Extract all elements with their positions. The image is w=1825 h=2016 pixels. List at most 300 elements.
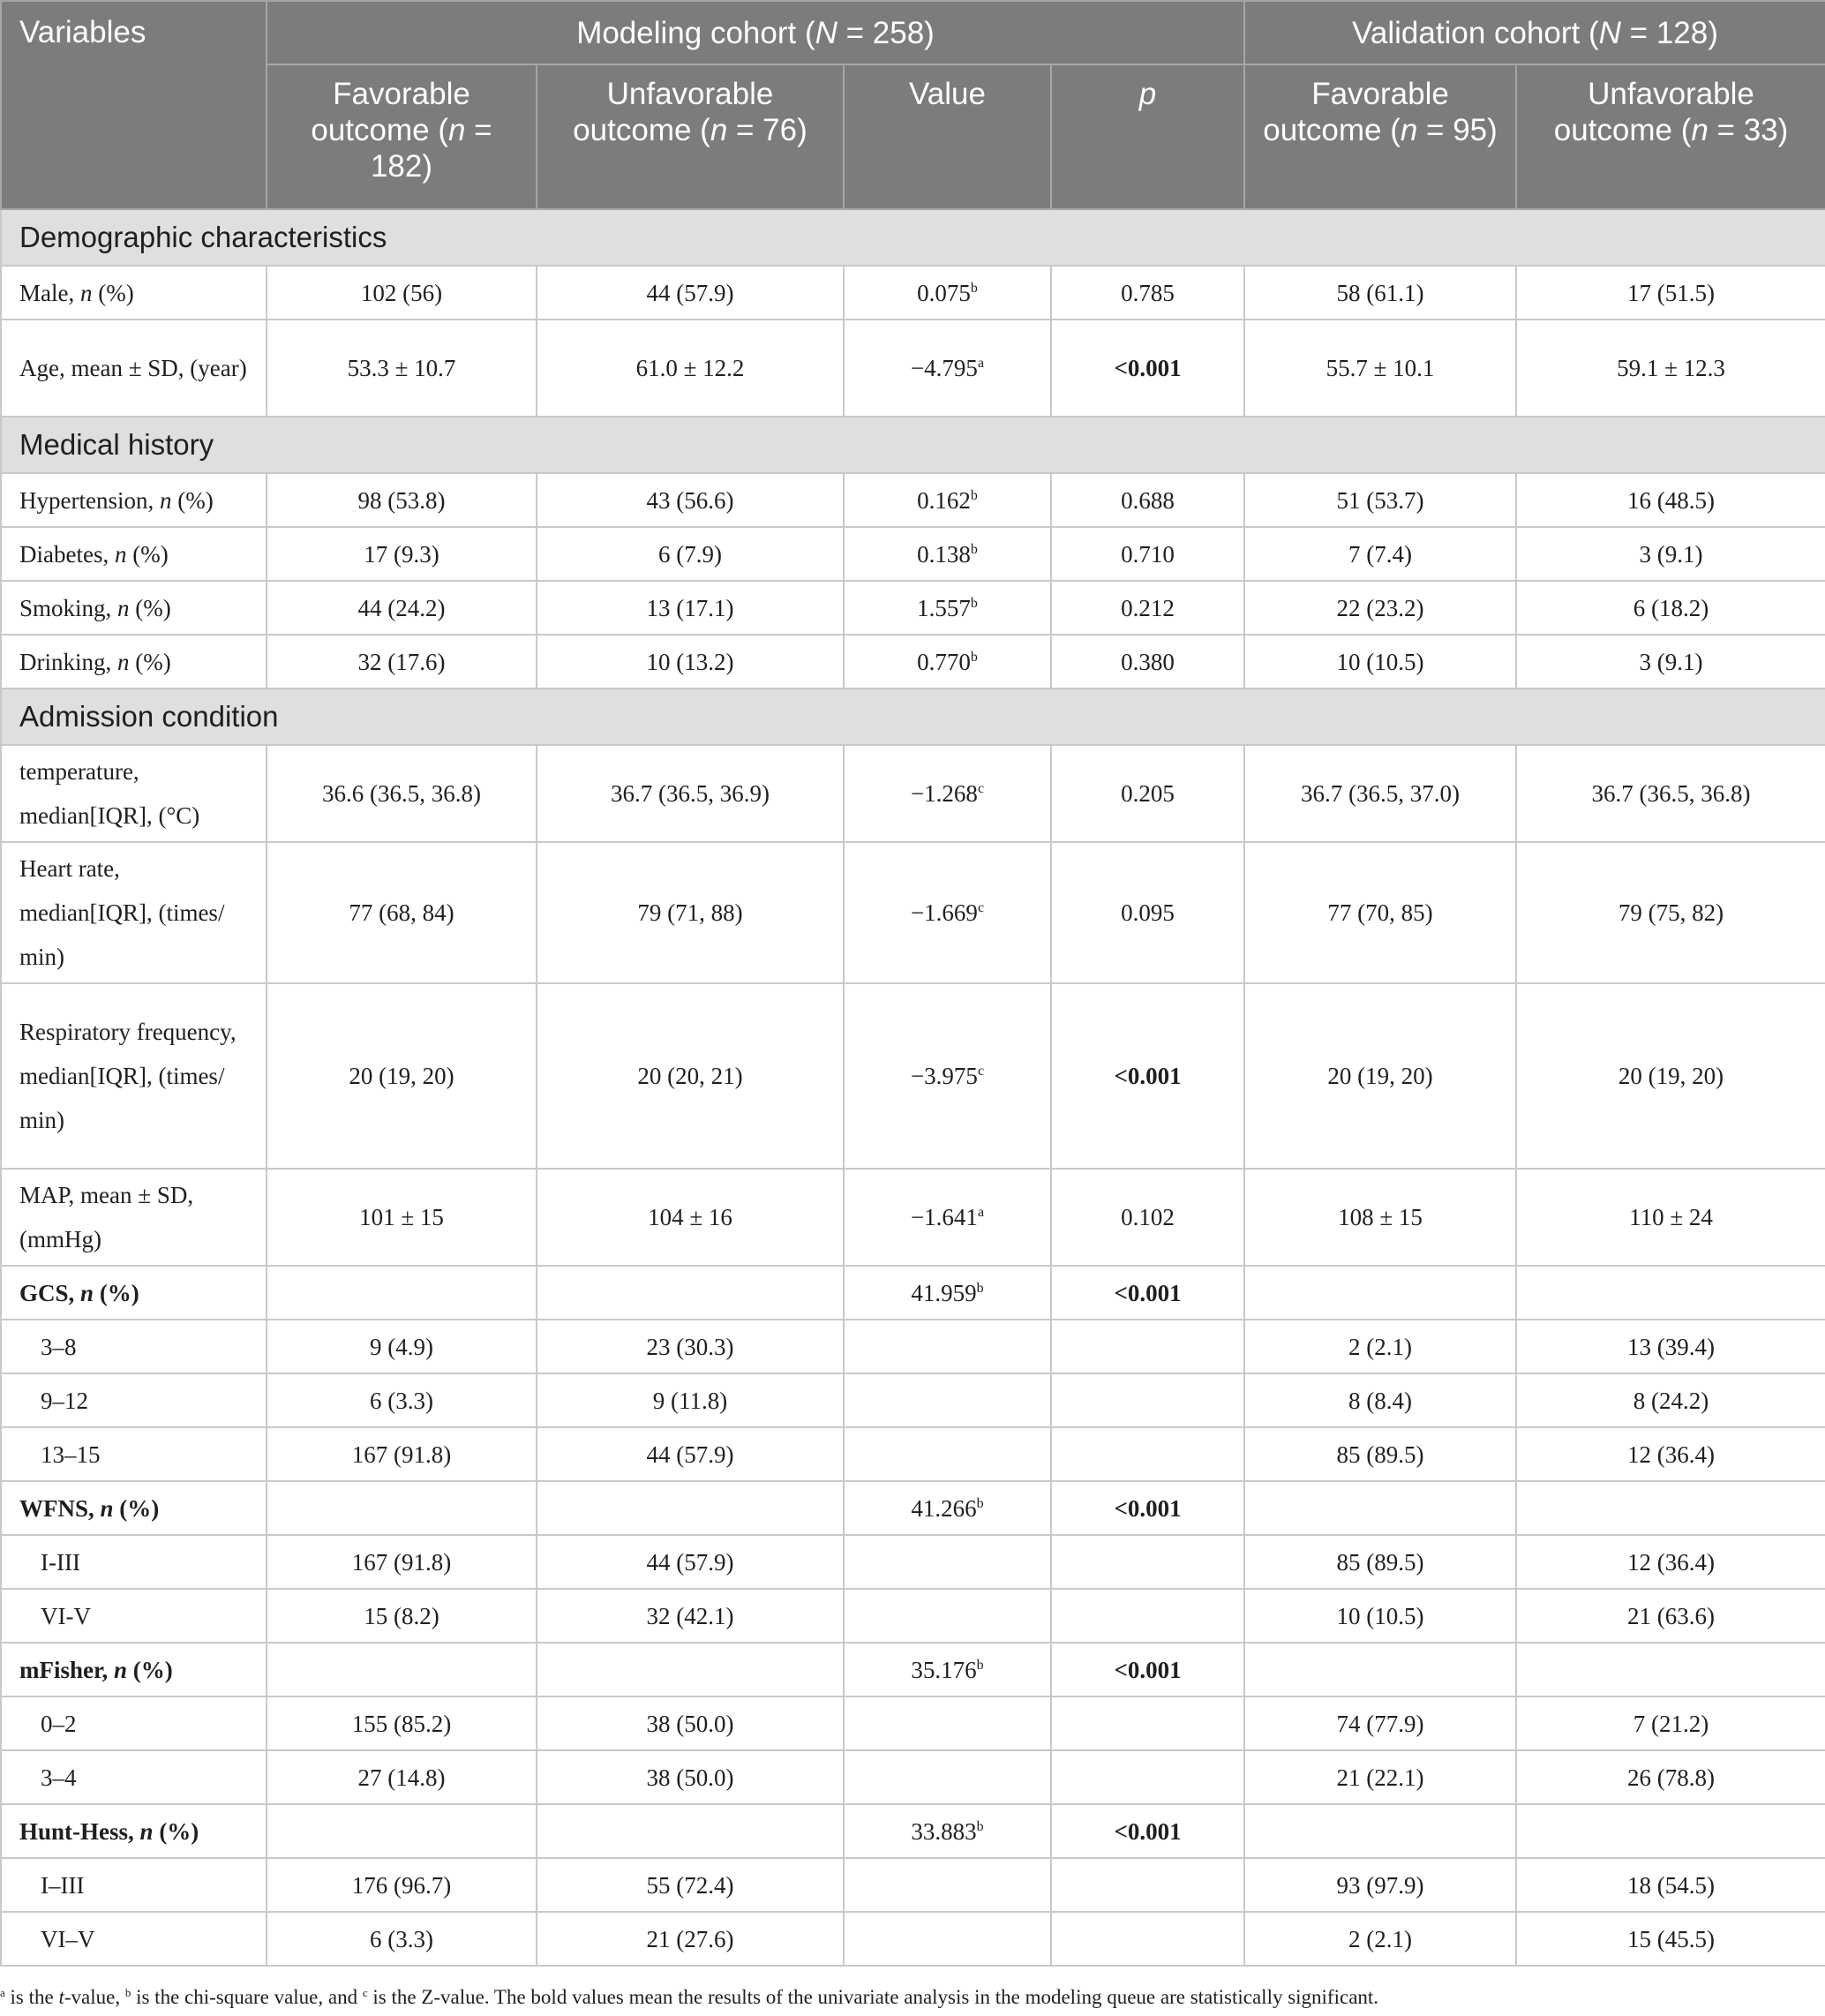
cell-statistic-value [844,745,1051,842]
cell-validation-favorable-text: 58 (61.1) [1336,279,1424,306]
table-row [1,745,1825,842]
section-label: Medical history [1,417,1825,473]
footnote-sup-a: a [0,1986,5,1999]
row-label [1,1427,267,1481]
cell-validation-unfavorable-text: 17 (51.5) [1627,279,1716,306]
cell-statistic-value [844,1750,1051,1804]
cell-statistic-value-text: −1.669 [910,899,978,926]
cell-statistic-value-text: 0.770 [917,648,971,675]
cell-modeling-unfavorable-text: 44 (57.9) [646,1548,734,1576]
cell-p-value-text: 0.785 [1121,279,1175,306]
cell-validation-favorable-text: 22 (23.2) [1336,594,1424,621]
cell-modeling-favorable [267,983,537,1169]
cell-validation-favorable [1244,1858,1516,1912]
cell-statistic-value-text: 35.176 [911,1656,977,1683]
row-label [1,581,267,635]
row-label-text: I–III [41,1871,85,1899]
table-row [1,527,1825,581]
cell-statistic-value [844,983,1051,1169]
table-row [1,1266,1825,1320]
cell-modeling-unfavorable [537,1912,844,1966]
row-label [1,1750,267,1804]
cell-modeling-favorable [267,1804,537,1858]
cell-statistic-value-text: −4.795 [910,355,978,381]
table-row [1,842,1825,983]
statistic-type-marker: b [970,649,978,665]
row-label [1,1320,267,1373]
table-row [1,1912,1825,1966]
table-row [1,1589,1825,1643]
cell-validation-unfavorable-text: 6 (18.2) [1633,594,1709,621]
cell-validation-unfavorable [1516,1266,1825,1320]
row-label-text: Heart rate, median[IQR], (times/ min) [19,855,225,970]
cell-p-value [1051,1750,1244,1804]
cell-p-value [1051,1169,1244,1266]
cell-validation-unfavorable [1516,1427,1825,1481]
cell-validation-favorable [1244,635,1516,688]
cell-modeling-favorable [267,473,537,527]
cell-validation-unfavorable [1516,1373,1825,1427]
row-label-text: MAP, mean ± SD, (mmHg) [19,1182,194,1252]
header-validation-favorable: Favorable outcome (n = 95) [1244,64,1516,209]
cell-statistic-value-text: −1.268 [910,780,978,807]
table-row [1,1320,1825,1373]
cell-modeling-unfavorable [537,581,844,635]
cell-statistic-value [844,1481,1051,1535]
cell-validation-favorable [1244,983,1516,1169]
row-label [1,266,267,320]
table-row [1,320,1825,417]
cell-modeling-unfavorable [537,1804,844,1858]
cell-validation-favorable-text: 20 (19, 20) [1327,1063,1433,1089]
cell-modeling-unfavorable [537,1373,844,1427]
cell-p-value-text: <0.001 [1114,1817,1182,1845]
statistic-type-marker: b [970,487,978,503]
row-label [1,983,267,1169]
header-modeling-favorable: Favorable outcome (n = 182) [267,64,537,209]
cell-validation-favorable [1244,1589,1516,1643]
cell-validation-favorable [1244,1696,1516,1750]
cell-validation-unfavorable-text: 36.7 (36.5, 36.8) [1591,780,1751,807]
row-label [1,1481,267,1535]
cell-validation-unfavorable-text: 26 (78.8) [1627,1764,1716,1791]
cell-statistic-value [844,1643,1051,1696]
cell-statistic-value [844,1320,1051,1373]
header-validation-cohort: Validation cohort (N = 128) [1244,1,1825,64]
cell-validation-favorable-text: 2 (2.1) [1348,1925,1413,1952]
header-validation-unfavorable: Unfavorable outcome (n = 33) [1516,64,1825,209]
row-label [1,1696,267,1750]
cell-modeling-favorable-text: 27 (14.8) [357,1764,446,1791]
cell-p-value [1051,1804,1244,1858]
cell-p-value [1051,1643,1244,1696]
cell-modeling-unfavorable-text: 44 (57.9) [646,279,734,306]
cell-statistic-value [844,1696,1051,1750]
table-row [1,1750,1825,1804]
row-label-text: 3–8 [41,1333,77,1360]
cell-p-value [1051,1589,1244,1643]
section-row [1,417,1825,473]
cell-validation-unfavorable [1516,1696,1825,1750]
cell-modeling-favorable-text: 167 (91.8) [351,1548,452,1576]
cell-validation-unfavorable [1516,842,1825,983]
cell-p-value [1051,1858,1244,1912]
cell-validation-favorable [1244,1373,1516,1427]
cell-modeling-unfavorable [537,1858,844,1912]
cell-validation-unfavorable [1516,581,1825,635]
cell-validation-unfavorable-text: 8 (24.2) [1633,1387,1709,1414]
table-row [1,473,1825,527]
cell-modeling-favorable [267,745,537,842]
cell-validation-unfavorable [1516,1481,1825,1535]
cell-validation-unfavorable-text: 59.1 ± 12.3 [1617,355,1725,381]
row-label-text: 13–15 [41,1441,101,1468]
row-label [1,1373,267,1427]
cell-modeling-favorable-text: 77 (68, 84) [349,899,454,926]
row-label [1,1266,267,1320]
cell-modeling-favorable-text: 102 (56) [360,279,443,306]
cell-validation-unfavorable [1516,983,1825,1169]
cell-modeling-unfavorable-text: 61.0 ± 12.2 [635,355,745,381]
header-modeling-cohort: Modeling cohort (N = 258) [267,1,1244,64]
statistic-type-marker: b [976,1657,984,1673]
cell-validation-unfavorable [1516,266,1825,320]
cell-modeling-unfavorable [537,1266,844,1320]
header-modeling-unfavorable: Unfavorable outcome (n = 76) [537,64,844,209]
cell-validation-favorable-text: 21 (22.1) [1336,1764,1424,1791]
cell-modeling-unfavorable-text: 43 (56.6) [646,486,734,514]
row-label-text: 3–4 [41,1764,77,1791]
table-header [1,1,1825,209]
statistic-type-marker: b [976,1495,984,1511]
table-row [1,635,1825,688]
cell-validation-unfavorable [1516,1643,1825,1696]
row-label-text: VI–V [41,1925,95,1952]
cell-statistic-value-text: 33.883 [911,1817,977,1845]
cell-modeling-unfavorable-text: 23 (30.3) [646,1333,734,1360]
cell-modeling-favorable-text: 155 (85.2) [351,1710,452,1737]
row-label [1,635,267,688]
cell-modeling-unfavorable-text: 21 (27.6) [646,1925,734,1952]
table-row [1,1427,1825,1481]
cell-modeling-unfavorable [537,320,844,417]
header-row-groups [1,64,1825,209]
cell-p-value [1051,1266,1244,1320]
cell-statistic-value-text: 41.959 [911,1279,977,1306]
row-label [1,320,267,417]
cell-validation-favorable [1244,1481,1516,1535]
cell-modeling-unfavorable [537,1589,844,1643]
cell-modeling-unfavorable [537,1169,844,1266]
cell-validation-favorable [1244,1750,1516,1804]
cell-modeling-favorable [267,1373,537,1427]
cell-modeling-favorable-text: 44 (24.2) [357,594,446,621]
cell-p-value-text: 0.688 [1121,486,1175,514]
cell-p-value-text: 0.710 [1121,540,1175,568]
cell-validation-favorable [1244,1804,1516,1858]
cell-validation-favorable-text: 51 (53.7) [1336,486,1424,514]
table-row [1,1858,1825,1912]
header-value: Value [844,64,1051,209]
row-label [1,1804,267,1858]
cell-modeling-favorable-text: 167 (91.8) [351,1441,452,1468]
cell-modeling-favorable [267,581,537,635]
cell-validation-unfavorable-text: 7 (21.2) [1633,1710,1709,1737]
cell-modeling-favorable-text: 32 (17.6) [357,648,446,675]
row-label [1,745,267,842]
cell-modeling-unfavorable-text: 13 (17.1) [646,594,734,621]
cell-validation-favorable [1244,473,1516,527]
table-footnote [0,1986,1825,2009]
cell-statistic-value-text: 0.075 [917,279,971,306]
cell-modeling-favorable-text: 98 (53.8) [357,486,446,514]
cell-modeling-unfavorable [537,1750,844,1804]
cell-p-value [1051,527,1244,581]
cell-validation-favorable [1244,1266,1516,1320]
cell-p-value [1051,1481,1244,1535]
cell-modeling-unfavorable [537,473,844,527]
cell-statistic-value [844,1589,1051,1643]
cell-validation-unfavorable [1516,1535,1825,1589]
cell-validation-favorable [1244,842,1516,983]
cell-modeling-favorable [267,635,537,688]
cell-statistic-value [844,527,1051,581]
row-label [1,1912,267,1966]
footnote-text-b: is the chi-square value, and [131,1986,363,2008]
row-label [1,527,267,581]
cell-modeling-favorable [267,842,537,983]
section-label: Demographic characteristics [1,209,1825,266]
row-label-text: Diabetes, n (%) [19,540,169,568]
cell-modeling-favorable-text: 9 (4.9) [370,1333,433,1360]
cell-validation-unfavorable-text: 110 ± 24 [1629,1204,1713,1230]
cell-modeling-unfavorable [537,1320,844,1373]
cell-modeling-favorable-text: 53.3 ± 10.7 [347,355,456,381]
cell-modeling-unfavorable-text: 38 (50.0) [646,1764,734,1791]
cell-validation-favorable [1244,581,1516,635]
cell-validation-unfavorable [1516,1804,1825,1858]
cell-validation-favorable-text: 7 (7.4) [1348,540,1413,568]
cell-statistic-value [844,1169,1051,1266]
table-row [1,1535,1825,1589]
cell-modeling-unfavorable [537,1535,844,1589]
row-label [1,842,267,983]
row-label [1,1643,267,1696]
row-label-text: temperature, median[IQR], (°C) [19,758,200,829]
cell-p-value-text: <0.001 [1114,1063,1182,1089]
cell-p-value [1051,473,1244,527]
cell-modeling-favorable [267,1320,537,1373]
cell-validation-unfavorable [1516,1169,1825,1266]
cell-validation-favorable [1244,1912,1516,1966]
cell-validation-favorable-text: 55.7 ± 10.1 [1326,355,1435,381]
cell-p-value [1051,1535,1244,1589]
table-row [1,1373,1825,1427]
cell-validation-unfavorable [1516,1589,1825,1643]
cell-validation-unfavorable [1516,473,1825,527]
cell-modeling-favorable [267,1643,537,1696]
cell-validation-unfavorable-text: 16 (48.5) [1627,486,1716,514]
table-row [1,1643,1825,1696]
cell-statistic-value [844,473,1051,527]
row-label-text: Drinking, n (%) [19,648,171,675]
cell-validation-unfavorable [1516,1750,1825,1804]
cell-statistic-value-text: −1.641 [910,1204,978,1230]
cell-modeling-favorable [267,1912,537,1966]
row-label [1,473,267,527]
cell-modeling-unfavorable-text: 79 (71, 88) [637,899,743,926]
cell-validation-favorable-text: 108 ± 15 [1338,1204,1423,1230]
cell-modeling-unfavorable-text: 44 (57.9) [646,1441,734,1468]
row-label-text: mFisher, n (%) [19,1656,173,1683]
cell-validation-favorable-text: 10 (10.5) [1336,648,1424,675]
cell-modeling-favorable [267,1750,537,1804]
row-label-text: GCS, n (%) [19,1279,139,1306]
cell-modeling-unfavorable [537,1643,844,1696]
cell-validation-unfavorable-text: 79 (75, 82) [1618,899,1724,926]
cell-validation-favorable [1244,266,1516,320]
cell-validation-favorable [1244,745,1516,842]
statistic-type-marker: c [977,781,985,796]
statistic-type-marker: b [970,280,978,296]
cell-modeling-unfavorable [537,266,844,320]
row-label-text: Respiratory frequency, median[IQR], (times/ min) [19,1019,237,1133]
cell-modeling-favorable [267,1589,537,1643]
cell-modeling-unfavorable-text: 32 (42.1) [646,1602,734,1629]
table-row [1,983,1825,1169]
cell-validation-favorable-text: 85 (89.5) [1336,1441,1424,1468]
cell-modeling-favorable-text: 36.6 (36.5, 36.8) [322,780,481,807]
cell-validation-unfavorable [1516,1320,1825,1373]
row-label-text: Age, mean ± SD, (year) [19,355,247,381]
footnote-text-a: is the t-value, [4,1986,125,2008]
cell-statistic-value-text: −3.975 [910,1063,978,1089]
statistic-type-marker: b [970,541,978,557]
cell-statistic-value-text: 1.557 [917,594,971,621]
cell-modeling-favorable-text: 6 (3.3) [370,1387,433,1414]
cell-p-value-text: 0.102 [1121,1204,1175,1230]
cell-modeling-unfavorable [537,1696,844,1750]
cell-p-value [1051,983,1244,1169]
cell-modeling-unfavorable-text: 6 (7.9) [658,540,722,568]
cell-modeling-favorable [267,1858,537,1912]
footnote-sup-b: b [124,1986,131,1999]
footnote-text-c: is the Z-value. The bold values mean the results of the univariate analysis in the modeling queue are statistically significant. [367,1986,1379,2008]
row-label-text: 9–12 [41,1387,88,1414]
cell-statistic-value [844,1266,1051,1320]
cell-modeling-favorable-text: 176 (96.7) [351,1871,452,1899]
cell-p-value-text: 0.212 [1121,594,1175,621]
cell-validation-favorable-text: 77 (70, 85) [1327,899,1433,926]
cell-modeling-favorable [267,1169,537,1266]
cell-modeling-unfavorable-text: 9 (11.8) [652,1387,728,1414]
cell-modeling-favorable [267,1535,537,1589]
cell-p-value [1051,745,1244,842]
cell-validation-favorable [1244,1320,1516,1373]
statistic-type-marker: a [977,356,985,371]
cell-modeling-favorable [267,1266,537,1320]
cell-modeling-unfavorable-text: 38 (50.0) [646,1710,734,1737]
cell-validation-unfavorable [1516,320,1825,417]
cell-p-value [1051,1373,1244,1427]
cell-p-value [1051,635,1244,688]
cell-modeling-favorable-text: 6 (3.3) [370,1925,433,1952]
cell-modeling-favorable-text: 17 (9.3) [364,540,439,568]
cell-statistic-value-text: 41.266 [911,1494,977,1522]
cell-validation-unfavorable-text: 21 (63.6) [1627,1602,1716,1629]
cell-validation-favorable-text: 93 (97.9) [1336,1871,1424,1899]
cell-modeling-unfavorable-text: 20 (20, 21) [637,1063,743,1089]
row-label-text: Male, n (%) [19,279,134,306]
cell-modeling-unfavorable [537,527,844,581]
table-row [1,1696,1825,1750]
header-row-cohorts [1,1,1825,64]
cell-validation-favorable-text: 8 (8.4) [1348,1387,1413,1414]
cell-modeling-unfavorable [537,1481,844,1535]
cell-modeling-favorable [267,1696,537,1750]
cell-validation-favorable-text: 2 (2.1) [1348,1333,1413,1360]
cell-statistic-value [844,1804,1051,1858]
statistic-type-marker: c [977,1064,985,1079]
cell-p-value [1051,581,1244,635]
table-row [1,581,1825,635]
cell-p-value-text: 0.095 [1121,899,1175,926]
section-row [1,688,1825,745]
cell-validation-favorable [1244,527,1516,581]
cell-validation-favorable [1244,1643,1516,1696]
row-label-text: Smoking, n (%) [19,594,171,621]
cell-modeling-unfavorable-text: 104 ± 16 [648,1204,732,1230]
cell-statistic-value [844,320,1051,417]
cell-validation-unfavorable-text: 3 (9.1) [1639,540,1703,568]
header-variables: Variables [1,1,267,209]
statistic-type-marker: a [977,1205,985,1220]
cell-modeling-unfavorable [537,842,844,983]
cell-statistic-value [844,266,1051,320]
footnote-sup-c: c [362,1986,368,1999]
cell-validation-unfavorable [1516,635,1825,688]
cell-validation-favorable [1244,1169,1516,1266]
cell-validation-favorable-text: 74 (77.9) [1336,1710,1424,1737]
cell-statistic-value-text: 0.138 [917,540,971,568]
cell-p-value [1051,1427,1244,1481]
cell-statistic-value [844,1427,1051,1481]
cell-p-value-text: 0.380 [1121,648,1175,675]
row-label [1,1858,267,1912]
cell-p-value [1051,1912,1244,1966]
cell-validation-unfavorable [1516,1912,1825,1966]
cell-validation-unfavorable [1516,1858,1825,1912]
cell-p-value-text: <0.001 [1114,1279,1182,1306]
row-label-text: I-III [41,1548,80,1576]
cell-modeling-favorable-text: 15 (8.2) [364,1602,439,1629]
table-row [1,1481,1825,1535]
cell-p-value [1051,842,1244,983]
statistic-type-marker: b [976,1818,984,1834]
cell-modeling-favorable [267,1481,537,1535]
cell-modeling-unfavorable-text: 55 (72.4) [646,1871,734,1899]
section-label: Admission condition [1,688,1825,745]
cell-p-value [1051,1696,1244,1750]
cell-p-value-text: <0.001 [1114,355,1182,381]
cell-validation-unfavorable-text: 12 (36.4) [1627,1548,1716,1576]
cell-validation-favorable [1244,1535,1516,1589]
cell-modeling-favorable [267,266,537,320]
cell-validation-favorable [1244,320,1516,417]
statistic-type-marker: b [976,1280,984,1296]
cell-validation-favorable-text: 10 (10.5) [1336,1602,1424,1629]
cell-modeling-unfavorable [537,1427,844,1481]
